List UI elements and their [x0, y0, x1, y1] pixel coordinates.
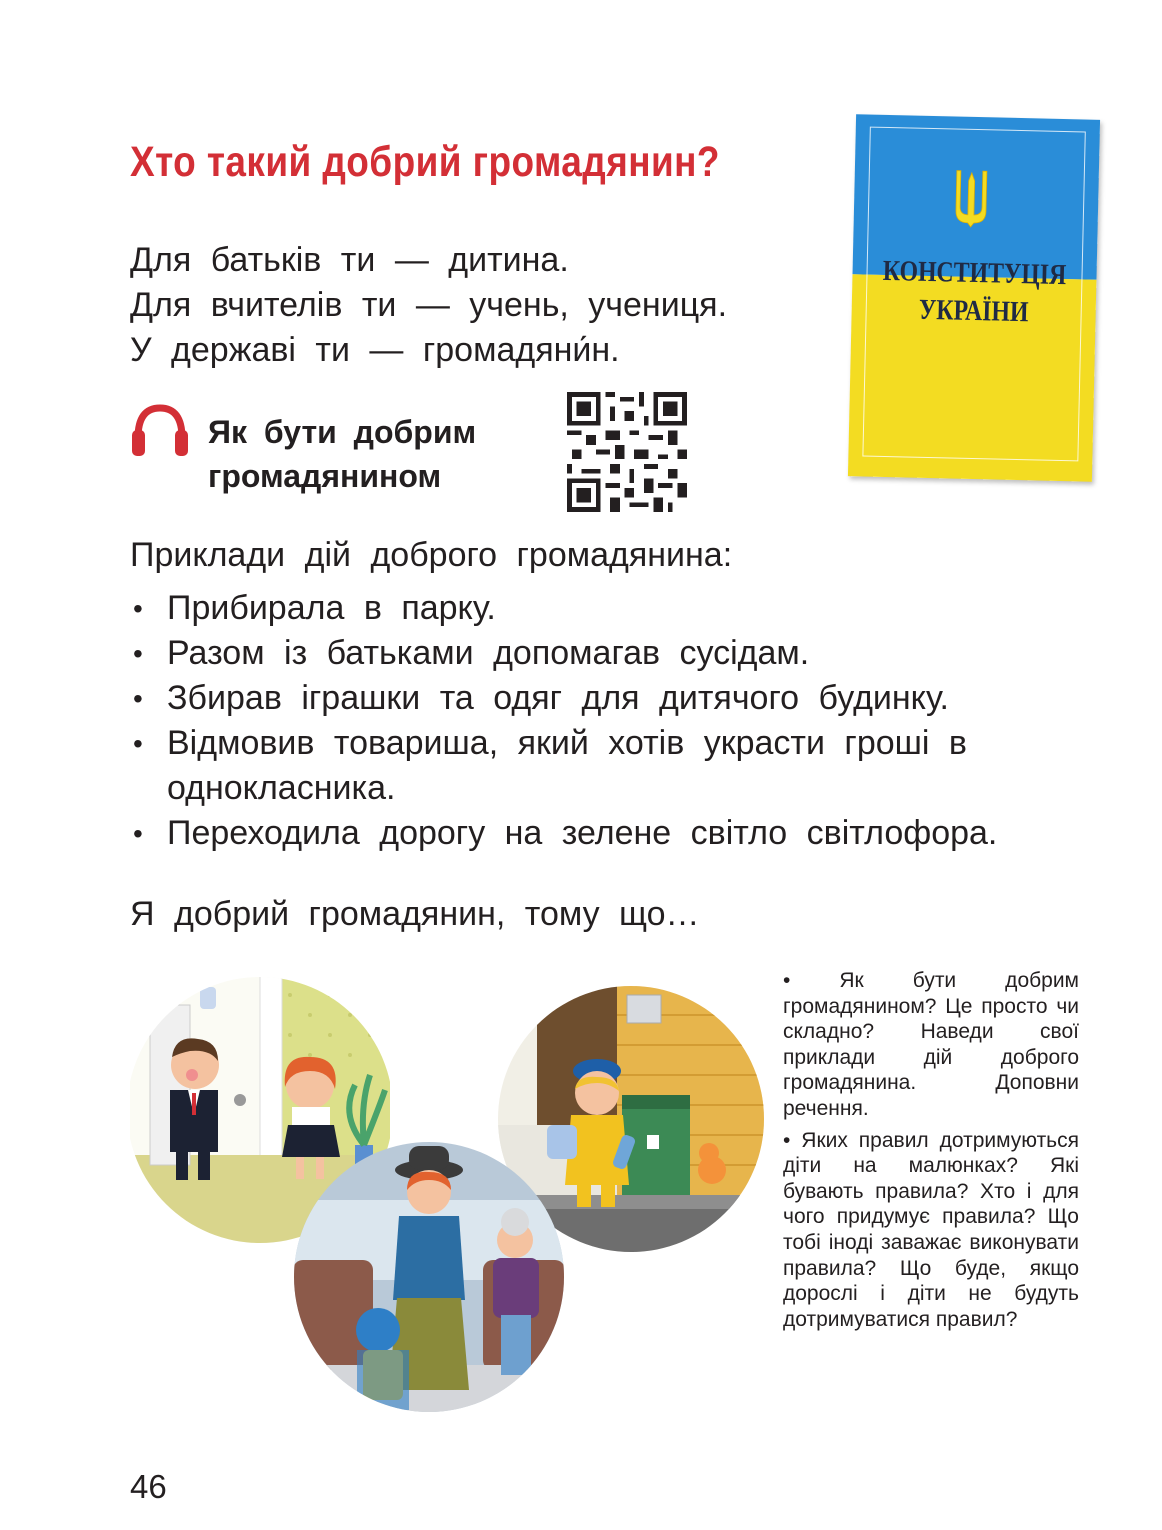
audio-label: громадянином — [208, 458, 442, 494]
audio-link[interactable] — [208, 410, 476, 498]
bullet: • — [133, 593, 143, 624]
examples-title: Приклади дій доброго громадянина: — [130, 536, 733, 574]
bus-scene-illustration — [293, 1140, 565, 1415]
bullet: • — [133, 683, 143, 714]
question-paragraph: • Як бути добрим громадянином? Це просто чи складно? Наведи свої приклади дій доброго громадянина. Доповни речення. — [783, 969, 1079, 1120]
headphones-icon[interactable] — [130, 402, 190, 458]
list-item: • Відмовив товариша, який хотів украсти гроші в однокласника. — [130, 721, 1090, 811]
conclusion-prompt: Я добрий громадянин, тому що… — [130, 895, 700, 933]
bullet: • — [133, 728, 143, 759]
constitution-book-image — [848, 114, 1100, 481]
bullet: • — [133, 638, 143, 669]
list-item: • Разом із батьками допомагав сусідам. — [130, 631, 1090, 676]
intro-line: Для вчителів ти — учень, учениця. — [130, 286, 728, 324]
intro-text — [130, 238, 727, 373]
book-subtitle: УКРАЇНИ — [918, 293, 1029, 329]
list-item: • Збирав іграшки та одяг для дитячого будинку. — [130, 676, 1090, 721]
book-title: КОНСТИТУЦІЯ — [882, 254, 1067, 292]
examples-list — [130, 586, 1090, 856]
intro-line: Для батьків ти — дитина. — [130, 241, 569, 279]
list-item: • Переходила дорогу на зелене світло світлофора. — [130, 811, 1090, 856]
page-title: Хто такий добрий громадянин? — [130, 138, 720, 186]
bullet: • — [133, 818, 143, 849]
question-paragraph: • Яких правил дотримуються діти на малюнках? Які бувають правила? Хто і для чого придумує правила? Що тобі іноді заважає виконувати правила? Що буде, якщо дорослі і діти не будуть дотримуватися правил? — [783, 1128, 1079, 1331]
audio-label: Як бути добрим — [208, 414, 477, 450]
trident-icon — [952, 168, 991, 229]
intro-line: У державі ти — громадяни́н. — [130, 331, 620, 369]
side-questions — [783, 968, 1079, 1338]
qr-code[interactable] — [567, 392, 687, 512]
list-item: • Прибирала в парку. — [130, 586, 1090, 631]
page-number: 46 — [130, 1468, 167, 1505]
